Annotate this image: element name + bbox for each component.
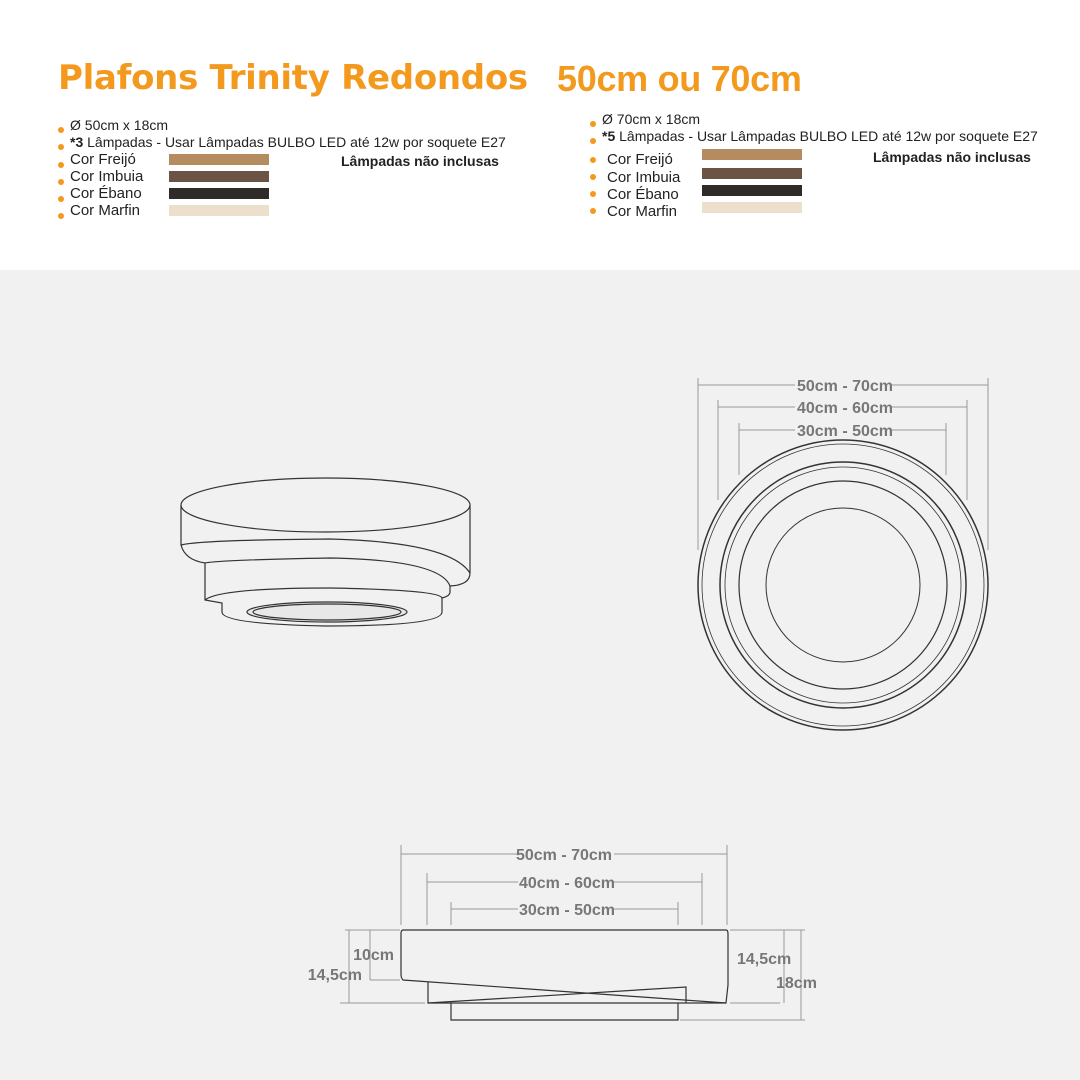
spec-lamps-count: *3: [70, 134, 84, 150]
color-label-ebano: Cor Ébano: [607, 186, 679, 203]
lamps-not-included: Lâmpadas não inclusas: [341, 153, 499, 169]
product-title: Plafons Trinity Redondos: [58, 58, 528, 98]
color-label-imbuia: Cor Imbuia: [607, 169, 681, 186]
color-label-ebano: Cor Ébano: [70, 185, 142, 202]
top-view: [698, 440, 988, 730]
side-dim-height-left: 14,5cm: [307, 967, 362, 984]
top-dim-middle: 40cm - 60cm: [796, 400, 894, 417]
top-dim-outer: 50cm - 70cm: [796, 378, 894, 395]
side-dim-height-top: 10cm: [353, 947, 394, 964]
side-dim-middle: 40cm - 60cm: [518, 875, 616, 892]
side-dim-inner: 30cm - 50cm: [518, 902, 616, 919]
perspective-view: [181, 478, 470, 626]
color-label-freijo: Cor Freijó: [607, 151, 673, 168]
color-label-imbuia: Cor Imbuia: [70, 168, 144, 185]
side-dim-height-total: 18cm: [776, 975, 817, 992]
size-title: 50cm ou 70cm: [557, 58, 802, 99]
color-label-freijo: Cor Freijó: [70, 151, 136, 168]
side-dim-height-right: 14,5cm: [737, 951, 792, 968]
color-label-marfin: Cor Marfin: [607, 203, 678, 220]
spec-size: Ø 70cm x 18cm: [602, 111, 701, 127]
spec-size: Ø 50cm x 18cm: [70, 117, 169, 133]
spec-lamps-text: Lâmpadas - Usar Lâmpadas BULBO LED até 12w por soquete E27: [83, 134, 506, 150]
color-label-marfin: Cor Marfin: [70, 202, 141, 219]
spec-lamps-count: *5: [602, 128, 616, 144]
spec-lamps-text: Lâmpadas - Usar Lâmpadas BULBO LED até 12w por soquete E27: [615, 128, 1038, 144]
side-dim-outer: 50cm - 70cm: [515, 847, 613, 864]
side-view: [401, 930, 728, 1020]
lamps-not-included: Lâmpadas não inclusas: [873, 149, 1031, 165]
top-dim-inner: 30cm - 50cm: [796, 423, 894, 440]
